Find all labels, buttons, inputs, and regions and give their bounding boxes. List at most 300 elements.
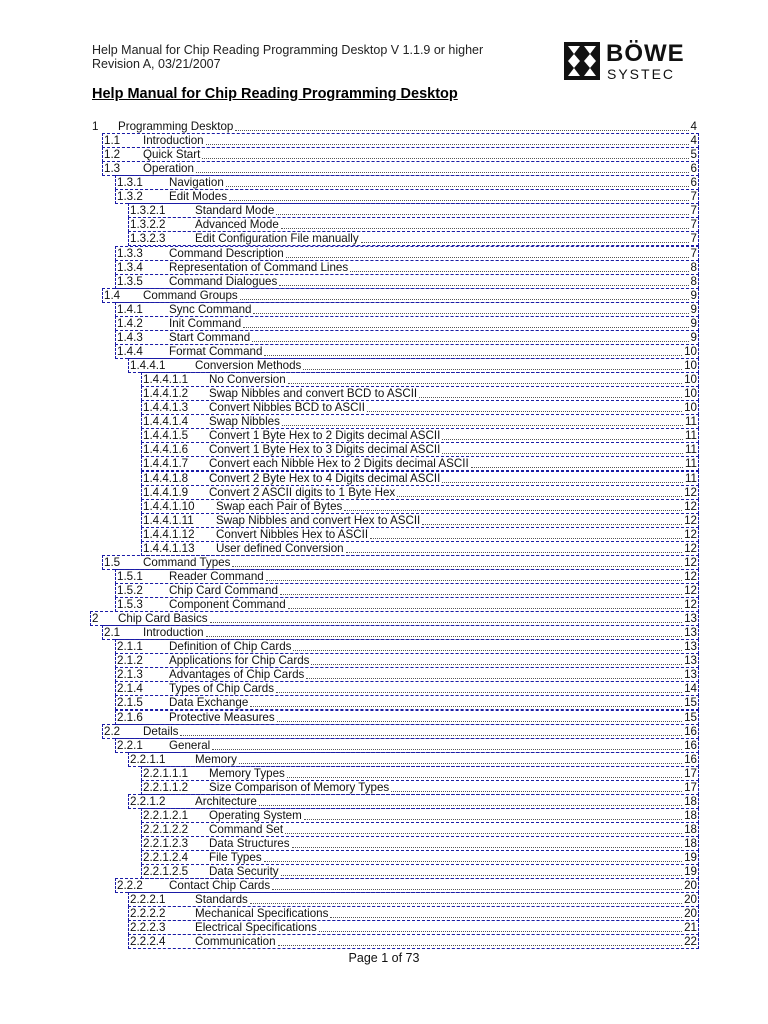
toc-entry-number: 1.4.4.1.4 <box>143 415 189 428</box>
toc-entry[interactable] <box>0 682 697 695</box>
toc-entry-page: 20 <box>684 893 697 906</box>
toc-dot-leader <box>319 921 682 932</box>
toc-entry-number: 1.5 <box>104 556 121 569</box>
toc-entry[interactable] <box>0 725 697 738</box>
toc-entry[interactable] <box>0 472 697 485</box>
toc-entry-number: 2.1 <box>104 626 121 639</box>
toc-entry-number: 2.1.6 <box>117 711 143 724</box>
toc-entry-number: 1.4.4.1.10 <box>143 500 195 513</box>
toc-dot-leader <box>306 668 682 679</box>
toc-entry[interactable] <box>0 570 697 583</box>
toc-entry-number: 2.2.1.1.2 <box>143 781 189 794</box>
toc-entry[interactable] <box>0 696 697 709</box>
toc-entry[interactable] <box>0 809 697 822</box>
toc-entry[interactable] <box>0 331 697 344</box>
toc-entry-page: 12 <box>684 528 697 541</box>
toc-entry[interactable] <box>0 134 697 147</box>
toc-entry-title: Chip Card Basics <box>118 612 208 625</box>
toc-entry-title: Command Types <box>143 556 231 569</box>
toc-entry-title: Details <box>143 725 179 738</box>
toc-dot-leader <box>206 626 682 637</box>
toc-entry-title: Architecture <box>195 795 257 808</box>
toc-entry-page: 11 <box>684 415 697 428</box>
toc-entry-number: 2.1.3 <box>117 668 143 681</box>
toc-entry-page: 13 <box>684 640 697 653</box>
toc-dot-leader <box>304 809 682 820</box>
toc-entry-title: Convert each Nibble Hex to 2 Digits decimal ASCII <box>209 457 469 470</box>
toc-dot-leader <box>293 640 682 651</box>
toc-entry-page: 4 <box>690 120 697 133</box>
toc-entry[interactable] <box>0 500 697 513</box>
toc-dot-leader <box>196 162 689 173</box>
toc-dot-leader <box>252 331 689 342</box>
toc-entry[interactable] <box>0 753 697 766</box>
toc-entry-title: Format Command <box>169 345 263 358</box>
toc-dot-leader <box>206 134 689 145</box>
toc-entry[interactable] <box>0 654 697 667</box>
toc-entry-number: 2.2.1.2.5 <box>143 865 189 878</box>
toc-entry-number: 2.1.1 <box>117 640 143 653</box>
toc-entry-page: 18 <box>684 795 697 808</box>
toc-entry-page: 11 <box>684 429 697 442</box>
toc-entry-title: No Conversion <box>209 373 286 386</box>
toc-entry-number: 1.4.4.1.6 <box>143 443 189 456</box>
toc-entry-number: 1.4.4.1.7 <box>143 457 189 470</box>
toc-dot-leader <box>202 148 689 159</box>
toc-entry-page: 8 <box>690 275 697 288</box>
toc-entry-page: 11 <box>684 457 697 470</box>
toc-entry-number: 1.4.4.1.5 <box>143 429 189 442</box>
toc-entry-page: 18 <box>684 837 697 850</box>
toc-dot-leader <box>292 837 682 848</box>
toc-entry-page: 7 <box>690 218 697 231</box>
toc-entry-title: Types of Chip Cards <box>169 682 275 695</box>
toc-entry-page: 10 <box>684 401 697 414</box>
toc-entry[interactable] <box>0 781 697 794</box>
toc-entry-number: 1.4.3 <box>117 331 143 344</box>
toc-dot-leader <box>277 711 682 722</box>
toc-entry-page: 13 <box>684 612 697 625</box>
toc-entry-number: 2.2.1 <box>117 739 143 752</box>
toc-entry-number: 1.4.4.1.1 <box>143 373 189 386</box>
toc-entry-number: 2.2.1.1.1 <box>143 767 189 780</box>
toc-entry-title: Communication <box>195 935 276 948</box>
toc-entry-title: User defined Conversion <box>216 542 344 555</box>
toc-dot-leader <box>367 401 682 412</box>
running-header <box>92 43 483 71</box>
toc-entry-page: 18 <box>684 823 697 836</box>
toc-entry-title: Programming Desktop <box>118 120 234 133</box>
toc-entry-title: Convert 2 ASCII digits to 1 Byte Hex <box>209 486 396 499</box>
toc-entry[interactable] <box>0 612 697 625</box>
toc-dot-leader <box>303 359 682 370</box>
toc-entry-number: 2.2.2.2 <box>130 907 166 920</box>
toc-dot-leader <box>180 725 682 736</box>
toc-dot-leader <box>442 443 683 454</box>
toc-entry[interactable] <box>0 584 697 597</box>
toc-entry-page: 21 <box>684 921 697 934</box>
toc-entry-title: Size Comparison of Memory Types <box>209 781 390 794</box>
toc-entry[interactable] <box>0 387 697 400</box>
toc-entry[interactable] <box>0 401 697 414</box>
toc-dot-leader <box>279 275 689 286</box>
toc-entry[interactable] <box>0 486 697 499</box>
toc-entry[interactable] <box>0 626 697 639</box>
toc-entry-title: Sync Command <box>169 303 252 316</box>
toc-entry-title: Operating System <box>209 809 302 822</box>
toc-entry-number: 1.3.3 <box>117 247 143 260</box>
toc-entry-page: 12 <box>684 542 697 555</box>
toc-entry-page: 4 <box>690 134 697 147</box>
toc-entry[interactable] <box>0 275 697 288</box>
toc-entry-title: Contact Chip Cards <box>169 879 271 892</box>
toc-entry-number: 1.3.2.1 <box>130 204 166 217</box>
toc-entry[interactable] <box>0 232 697 245</box>
toc-entry[interactable] <box>0 668 697 681</box>
toc-entry-number: 1.3.2.3 <box>130 232 166 245</box>
toc-entry-number: 2.2.1.1 <box>130 753 166 766</box>
toc-dot-leader <box>361 232 689 243</box>
toc-dot-leader <box>212 739 682 750</box>
toc-entry-number: 2 <box>92 612 99 625</box>
toc-entry-title: Component Command <box>169 598 286 611</box>
toc-dot-leader <box>235 120 689 131</box>
toc-dot-leader <box>278 935 682 946</box>
toc-entry-page: 12 <box>684 514 697 527</box>
toc-entry-page: 12 <box>684 500 697 513</box>
toc-entry-title: Edit Configuration File manually <box>195 232 359 245</box>
toc-entry-number: 2.2.1.2.1 <box>143 809 189 822</box>
toc-entry-number: 1.4 <box>104 289 121 302</box>
toc-entry-page: 13 <box>684 668 697 681</box>
toc-dot-leader <box>350 261 689 272</box>
toc-entry-page: 9 <box>690 331 697 344</box>
toc-entry-title: Introduction <box>143 134 204 147</box>
toc-entry[interactable] <box>0 795 697 808</box>
toc-dot-leader <box>264 345 682 356</box>
toc-entry-page: 10 <box>684 387 697 400</box>
toc-entry-title: Standards <box>195 893 248 906</box>
toc-entry-title: Init Command <box>169 317 242 330</box>
toc-entry-number: 2.2.2.3 <box>130 921 166 934</box>
toc-entry[interactable] <box>0 542 697 555</box>
toc-entry-page: 16 <box>684 739 697 752</box>
toc-entry-page: 13 <box>684 626 697 639</box>
toc-entry-title: Protective Measures <box>169 711 275 724</box>
toc-entry-number: 2.2.2.4 <box>130 935 166 948</box>
toc-dot-leader <box>281 865 682 876</box>
toc-entry[interactable] <box>0 739 697 752</box>
toc-dot-leader <box>264 851 682 862</box>
toc-entry-page: 17 <box>684 781 697 794</box>
toc-entry-title: Swap Nibbles <box>209 415 280 428</box>
toc-entry-page: 16 <box>684 725 697 738</box>
toc-entry-page: 7 <box>690 204 697 217</box>
toc-entry-page: 22 <box>684 935 697 948</box>
toc-entry-title: Navigation <box>169 176 224 189</box>
toc-dot-leader <box>287 767 682 778</box>
toc-entry-page: 14 <box>684 682 697 695</box>
toc-dot-leader <box>344 500 682 511</box>
toc-dot-leader <box>282 415 683 426</box>
toc-entry-page: 19 <box>684 851 697 864</box>
toc-entry-page: 7 <box>690 232 697 245</box>
toc-entry-number: 2.1.5 <box>117 696 143 709</box>
toc-entry[interactable] <box>0 176 697 189</box>
toc-entry-title: Memory <box>195 753 237 766</box>
toc-entry[interactable] <box>0 218 697 231</box>
toc-entry[interactable] <box>0 837 697 850</box>
toc-entry-number: 2.2.2 <box>117 879 143 892</box>
toc-entry-number: 2.2 <box>104 725 121 738</box>
toc-entry-title: Quick Start <box>143 148 201 161</box>
toc-entry-page: 13 <box>684 654 697 667</box>
toc-entry-page: 12 <box>684 556 697 569</box>
toc-entry[interactable] <box>0 190 697 203</box>
toc-entry-number: 1.5.1 <box>117 570 143 583</box>
toc-entry[interactable] <box>0 148 697 161</box>
toc-entry-page: 12 <box>684 584 697 597</box>
toc-entry-number: 1.4.2 <box>117 317 143 330</box>
toc-entry-title: Advanced Mode <box>195 218 279 231</box>
toc-entry[interactable] <box>0 373 697 386</box>
toc-entry-title: Command Set <box>209 823 284 836</box>
toc-entry-title: Convert 2 Byte Hex to 4 Digits decimal ASCII <box>209 472 441 485</box>
toc-dot-leader <box>280 584 682 595</box>
toc-entry-page: 15 <box>684 711 697 724</box>
toc-entry-number: 1.4.4.1.8 <box>143 472 189 485</box>
toc-entry-number: 1.4.4.1.3 <box>143 401 189 414</box>
header-manual-version: Help Manual for Chip Reading Programming Desktop V 1.1.9 or higher <box>92 43 484 57</box>
toc-entry-number: 1.4.4.1.2 <box>143 387 189 400</box>
toc-dot-leader <box>276 204 689 215</box>
toc-entry-title: Command Dialogues <box>169 275 278 288</box>
toc-entry-title: Electrical Specifications <box>195 921 317 934</box>
toc-entry[interactable] <box>0 359 697 372</box>
toc-entry-number: 1.3.2.2 <box>130 218 166 231</box>
toc-dot-leader <box>253 303 689 314</box>
toc-entry[interactable] <box>0 640 697 653</box>
toc-entry[interactable] <box>0 865 697 878</box>
toc-entry-title: Memory Types <box>209 767 285 780</box>
toc-entry-title: Command Groups <box>143 289 238 302</box>
toc-entry[interactable] <box>0 935 697 948</box>
toc-entry-number: 2.2.1.2.4 <box>143 851 189 864</box>
toc-dot-leader <box>288 598 682 609</box>
logo-mark-icon <box>564 42 600 80</box>
toc-entry-page: 6 <box>690 176 697 189</box>
toc-dot-leader <box>311 654 682 665</box>
logo-name: BÖWE <box>606 40 685 67</box>
toc-entry-title: Data Security <box>209 865 279 878</box>
toc-dot-leader <box>442 429 683 440</box>
toc-entry-page: 11 <box>684 443 697 456</box>
toc-entry-title: Definition of Chip Cards <box>169 640 292 653</box>
toc-entry-page: 12 <box>684 570 697 583</box>
toc-entry-title: Data Structures <box>209 837 290 850</box>
toc-entry-title: Conversion Methods <box>195 359 302 372</box>
toc-entry-page: 12 <box>684 486 697 499</box>
toc-entry-number: 1.4.1 <box>117 303 143 316</box>
toc-dot-leader <box>471 457 683 468</box>
toc-entry[interactable] <box>0 598 697 611</box>
toc-entry-number: 1.3 <box>104 162 121 175</box>
toc-entry-page: 7 <box>690 190 697 203</box>
toc-entry-number: 1.4.4.1.11 <box>143 514 194 527</box>
toc-entry-title: Swap Nibbles and convert Hex to ASCII <box>216 514 421 527</box>
toc-entry-title: Introduction <box>143 626 204 639</box>
toc-entry-page: 18 <box>684 809 697 822</box>
toc-dot-leader <box>288 373 682 384</box>
toc-entry-page: 6 <box>690 162 697 175</box>
toc-dot-leader <box>419 387 682 398</box>
toc-dot-leader <box>243 317 689 328</box>
toc-entry-title: Standard Mode <box>195 204 275 217</box>
toc-entry-number: 1.4.4.1.13 <box>143 542 195 555</box>
toc-entry-number: 1.3.1 <box>117 176 143 189</box>
toc-entry-page: 15 <box>684 696 697 709</box>
toc-dot-leader <box>210 612 682 623</box>
toc-entry-number: 1.3.5 <box>117 275 143 288</box>
toc-dot-leader <box>391 781 682 792</box>
toc-entry-page: 10 <box>684 359 697 372</box>
toc-entry[interactable] <box>0 162 697 175</box>
toc-dot-leader <box>239 753 682 764</box>
toc-dot-leader <box>276 682 682 693</box>
toc-entry[interactable] <box>0 429 697 442</box>
toc-entry[interactable] <box>0 907 697 920</box>
toc-dot-leader <box>259 795 682 806</box>
toc-dot-leader <box>266 570 682 581</box>
toc-entry-number: 2.2.1.2 <box>130 795 166 808</box>
toc-entry-number: 1.4.4.1 <box>130 359 166 372</box>
toc-entry[interactable] <box>0 443 697 456</box>
toc-entry-title: Mechanical Specifications <box>195 907 329 920</box>
toc-entry-title: Start Command <box>169 331 251 344</box>
toc-entry[interactable] <box>0 289 697 302</box>
toc-dot-leader <box>281 218 689 229</box>
toc-entry-title: Convert 1 Byte Hex to 3 Digits decimal ASCII <box>209 443 441 456</box>
toc-entry[interactable] <box>0 457 697 470</box>
toc-entry[interactable] <box>0 767 697 780</box>
toc-entry-number: 2.1.4 <box>117 682 143 695</box>
toc-entry[interactable] <box>0 317 697 330</box>
toc-entry[interactable] <box>0 556 697 569</box>
toc-entry-page: 9 <box>690 303 697 316</box>
page-footer: Page 1 of 73 <box>348 951 420 965</box>
toc-dot-leader <box>250 893 682 904</box>
toc-dot-leader <box>422 514 682 525</box>
toc-entry-number: 1.5.3 <box>117 598 143 611</box>
toc-entry-title: Data Exchange <box>169 696 249 709</box>
toc-dot-leader <box>240 289 689 300</box>
toc-entry-page: 10 <box>684 373 697 386</box>
toc-entry-number: 1.3.4 <box>117 261 143 274</box>
toc-entry-number: 1.2 <box>104 148 121 161</box>
toc-entry-page: 9 <box>690 289 697 302</box>
toc-entry[interactable] <box>0 711 697 724</box>
toc-entry-title: Swap each Pair of Bytes <box>216 500 343 513</box>
toc-entry-number: 1.1 <box>104 134 121 147</box>
toc-entry-title: Command Description <box>169 247 284 260</box>
toc-entry-title: File Types <box>209 851 262 864</box>
toc-entry-number: 2.1.2 <box>117 654 143 667</box>
toc-entry[interactable] <box>0 823 697 836</box>
company-logo <box>564 42 704 82</box>
toc-entry[interactable] <box>0 261 697 274</box>
logo-subtitle: SYSTEC <box>607 66 676 82</box>
toc-dot-leader <box>285 823 682 834</box>
toc-dot-leader <box>370 528 682 539</box>
toc-entry[interactable] <box>0 415 697 428</box>
toc-entry[interactable] <box>0 893 697 906</box>
toc-dot-leader <box>226 176 689 187</box>
toc-entry[interactable] <box>0 879 697 892</box>
toc-entry-title: General <box>169 739 211 752</box>
toc-entry-title: Reader Command <box>169 570 264 583</box>
toc-entry-page: 16 <box>684 753 697 766</box>
toc-entry-page: 9 <box>690 317 697 330</box>
toc-entry[interactable] <box>0 204 697 217</box>
toc-entry[interactable] <box>0 851 697 864</box>
toc-entry-page: 20 <box>684 879 697 892</box>
toc-entry-number: 1.4.4.1.9 <box>143 486 189 499</box>
toc-entry-title: Convert Nibbles BCD to ASCII <box>209 401 365 414</box>
toc-entry[interactable] <box>0 921 697 934</box>
toc-entry-number: 1 <box>92 120 99 133</box>
toc-entry-page: 7 <box>690 247 697 260</box>
toc-entry-title: Applications for Chip Cards <box>169 654 310 667</box>
header-revision: Revision A, 03/21/2007 <box>92 57 221 71</box>
toc-entry-title: Operation <box>143 162 194 175</box>
toc-dot-leader <box>250 696 682 707</box>
toc-entry-page: 5 <box>690 148 697 161</box>
toc-dot-leader <box>272 879 682 890</box>
toc-entry-title: Representation of Command Lines <box>169 261 349 274</box>
toc-entry-title: Edit Modes <box>169 190 227 203</box>
toc-dot-leader <box>330 907 682 918</box>
toc-entry[interactable] <box>0 120 697 133</box>
toc-dot-leader <box>442 472 683 483</box>
toc-entry-number: 2.2.1.2.3 <box>143 837 189 850</box>
toc-entry-page: 8 <box>690 261 697 274</box>
toc-entry-page: 20 <box>684 907 697 920</box>
toc-entry-number: 1.4.4 <box>117 345 143 358</box>
toc-entry-title: Chip Card Command <box>169 584 278 597</box>
toc-dot-leader <box>232 556 682 567</box>
toc-entry[interactable] <box>0 247 697 260</box>
toc-dot-leader <box>397 486 682 497</box>
document-title: Help Manual for Chip Reading Programming Desktop <box>92 86 458 102</box>
toc-entry[interactable] <box>0 514 697 527</box>
toc-entry-number: 1.5.2 <box>117 584 143 597</box>
toc-entry-page: 10 <box>684 345 697 358</box>
toc-entry-number: 1.3.2 <box>117 190 143 203</box>
toc-entry-number: 2.2.2.1 <box>130 893 166 906</box>
toc-entry[interactable] <box>0 303 697 316</box>
toc-entry-page: 11 <box>684 472 697 485</box>
toc-entry-title: Swap Nibbles and convert BCD to ASCII <box>209 387 418 400</box>
toc-entry-title: Convert Nibbles Hex to ASCII <box>216 528 369 541</box>
toc-entry-page: 17 <box>684 767 697 780</box>
toc-dot-leader <box>286 247 689 258</box>
toc-entry-page: 12 <box>684 598 697 611</box>
toc-entry-number: 1.4.4.1.12 <box>143 528 195 541</box>
toc-entry[interactable] <box>0 345 697 358</box>
toc-dot-leader <box>229 190 689 201</box>
toc-entry[interactable] <box>0 528 697 541</box>
toc-entry-title: Convert 1 Byte Hex to 2 Digits decimal ASCII <box>209 429 441 442</box>
